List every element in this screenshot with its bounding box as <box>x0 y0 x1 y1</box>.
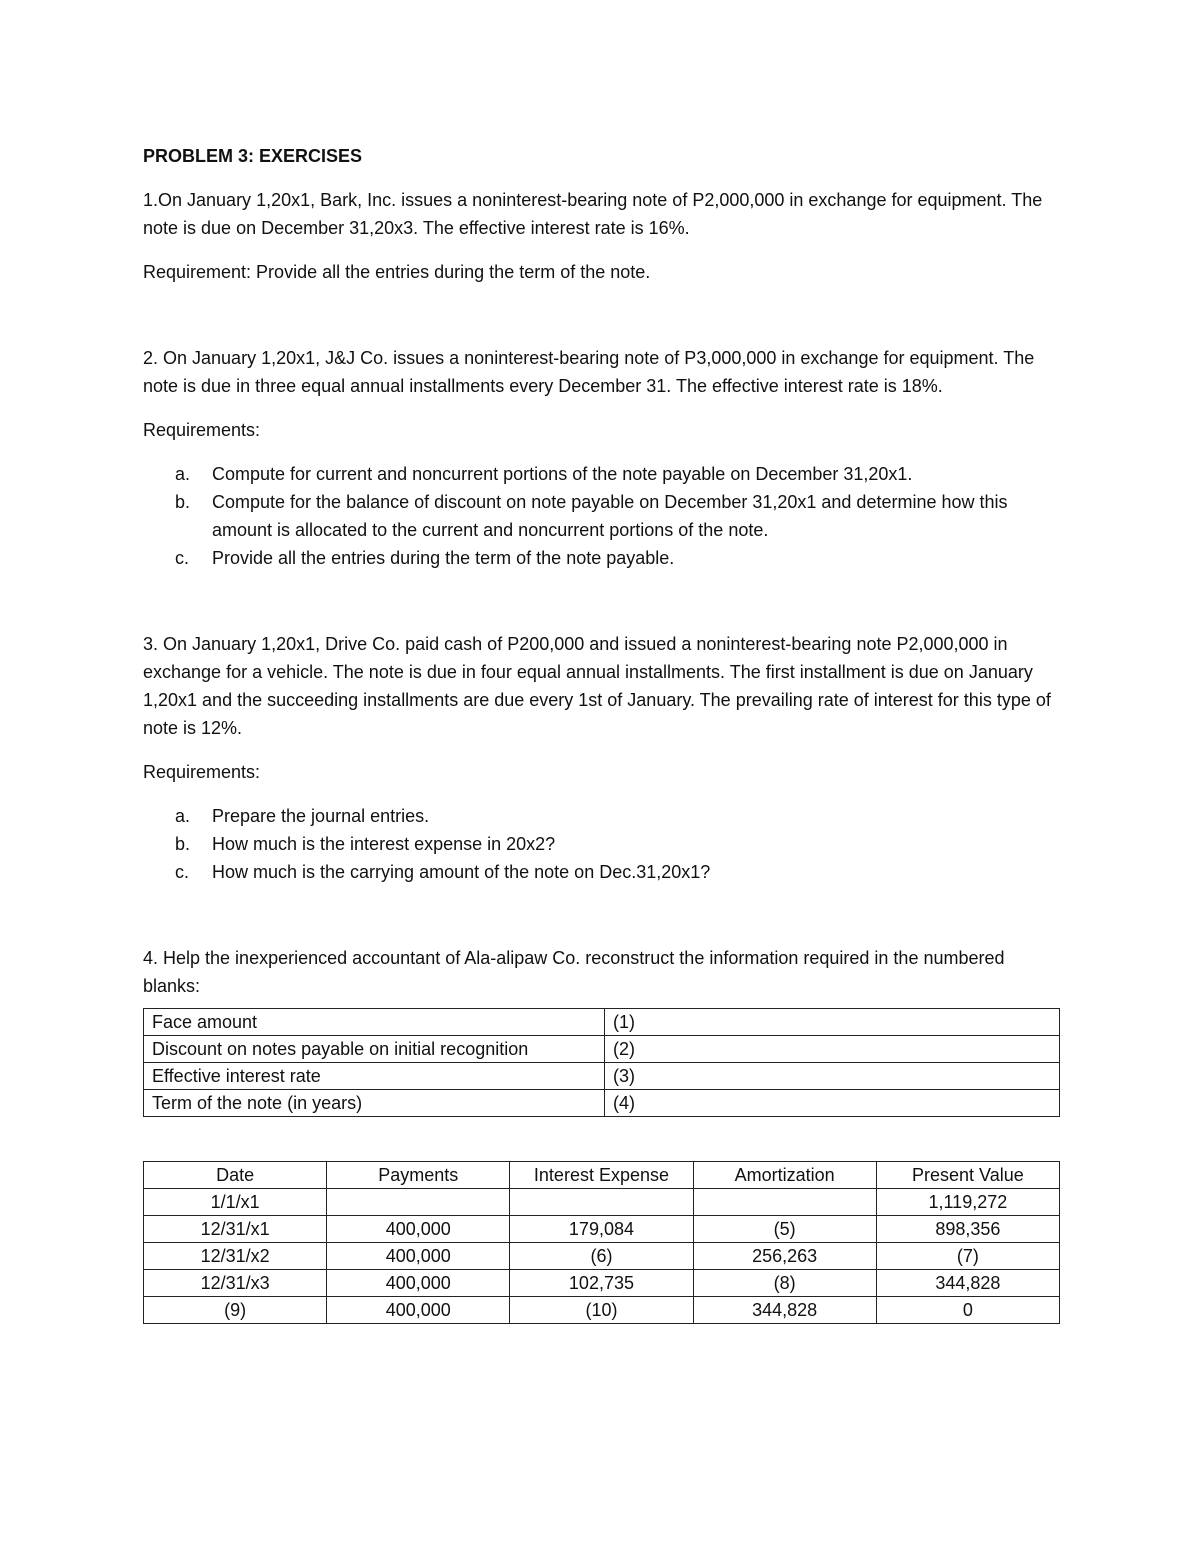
table-cell <box>327 1189 510 1216</box>
document-page <box>143 142 1063 1324</box>
exercise-2-requirements-list <box>143 460 1063 572</box>
table-cell-label: Effective interest rate <box>144 1063 605 1090</box>
list-item <box>143 858 1063 886</box>
column-header-payments: Payments <box>327 1162 510 1189</box>
table-cell: 1,119,272 <box>876 1189 1059 1216</box>
list-item <box>143 544 1063 572</box>
list-item <box>143 830 1063 858</box>
table-cell: 400,000 <box>327 1270 510 1297</box>
exercise-1-text: 1.On January 1,20x1, Bark, Inc. issues a noninterest-bearing note of P2,000,000 in exchange for equipment. The note is due on December 31,20x3. The effective interest rate is 16%. <box>143 190 1043 238</box>
list-item-letter: a. <box>175 806 191 826</box>
exercise-3-text: 3. On January 1,20x1, Drive Co. paid cash of P200,000 and issued a noninterest-bearing note P2,000,000 in exchange for a vehicle. The note is due in four equal annual installments. The first installment is due on January 1,20x1 and the succeeding installments are due every 1st of January. The prevailing rate of interest for this type of note is 12%. <box>143 634 1051 738</box>
list-item <box>143 802 1063 830</box>
note-info-table <box>143 1008 1060 1117</box>
table-cell: (5) <box>693 1216 876 1243</box>
table-cell: 400,000 <box>327 1243 510 1270</box>
list-item-text: How much is the interest expense in 20x2? <box>212 834 556 854</box>
list-item-letter: a. <box>175 464 191 484</box>
table-cell: 400,000 <box>327 1297 510 1324</box>
table-cell: (9) <box>144 1297 327 1324</box>
table-cell: 102,735 <box>510 1270 693 1297</box>
table-cell: 344,828 <box>693 1297 876 1324</box>
list-item-letter: b. <box>175 834 191 854</box>
table-cell: 179,084 <box>510 1216 693 1243</box>
table-cell <box>693 1189 876 1216</box>
table-cell: (10) <box>510 1297 693 1324</box>
exercise-3-requirements-label: Requirements: <box>143 762 261 782</box>
exercise-2-requirements-label: Requirements: <box>143 420 261 440</box>
list-item-letter: c. <box>175 548 190 568</box>
list-item-text: Compute for current and noncurrent portions of the note payable on December 31,20x1. <box>212 464 913 484</box>
table-cell-value: (3) <box>605 1063 1060 1090</box>
table-cell-value: (4) <box>605 1090 1060 1117</box>
page-title: PROBLEM 3: EXERCISES <box>143 146 363 166</box>
list-item <box>143 460 1063 488</box>
table-cell <box>510 1189 693 1216</box>
column-header-amortization: Amortization <box>693 1162 876 1189</box>
list-item-text: Compute for the balance of discount on note payable on December 31,20x1 and determine how this amount is allocated to the current and noncurrent portions of the note. <box>212 492 1008 540</box>
table-header-row <box>144 1162 1060 1189</box>
table-cell: (7) <box>876 1243 1059 1270</box>
table-row <box>144 1090 1060 1117</box>
table-cell: 400,000 <box>327 1216 510 1243</box>
table-row <box>144 1216 1060 1243</box>
table-cell: 12/31/x1 <box>144 1216 327 1243</box>
table-cell: 0 <box>876 1297 1059 1324</box>
table-cell-label: Term of the note (in years) <box>144 1090 605 1117</box>
table-row <box>144 1270 1060 1297</box>
column-header-interest-expense: Interest Expense <box>510 1162 693 1189</box>
table-cell-label: Discount on notes payable on initial recognition <box>144 1036 605 1063</box>
column-header-present-value: Present Value <box>876 1162 1059 1189</box>
table-row <box>144 1189 1060 1216</box>
list-item-text: Provide all the entries during the term of the note payable. <box>212 548 675 568</box>
table-cell: (8) <box>693 1270 876 1297</box>
table-cell: 256,263 <box>693 1243 876 1270</box>
list-item-text: How much is the carrying amount of the note on Dec.31,20x1? <box>212 862 711 882</box>
list-item-letter: b. <box>175 492 191 512</box>
table-cell: 898,356 <box>876 1216 1059 1243</box>
list-item <box>143 488 1063 544</box>
column-header-date: Date <box>144 1162 327 1189</box>
table-row <box>144 1036 1060 1063</box>
table-row <box>144 1063 1060 1090</box>
exercise-3-requirements-list <box>143 802 1063 886</box>
amortization-schedule-table <box>143 1161 1060 1324</box>
table-cell: 1/1/x1 <box>144 1189 327 1216</box>
table-row <box>144 1009 1060 1036</box>
table-cell: 344,828 <box>876 1270 1059 1297</box>
table-cell: 12/31/x3 <box>144 1270 327 1297</box>
table-cell-value: (1) <box>605 1009 1060 1036</box>
table-cell-value: (2) <box>605 1036 1060 1063</box>
list-item-text: Prepare the journal entries. <box>212 806 430 826</box>
table-cell: (6) <box>510 1243 693 1270</box>
exercise-4-text: 4. Help the inexperienced accountant of Ala-alipaw Co. reconstruct the information required in the numbered blanks: <box>143 948 1005 996</box>
table-row <box>144 1297 1060 1324</box>
table-cell: 12/31/x2 <box>144 1243 327 1270</box>
table-row <box>144 1243 1060 1270</box>
table-cell-label: Face amount <box>144 1009 605 1036</box>
list-item-letter: c. <box>175 862 190 882</box>
exercise-2-text: 2. On January 1,20x1, J&J Co. issues a noninterest-bearing note of P3,000,000 in exchange for equipment. The note is due in three equal annual installments every December 31. The effective interest rate is 18%. <box>143 348 1035 396</box>
exercise-1-requirement: Requirement: Provide all the entries during the term of the note. <box>143 262 651 282</box>
